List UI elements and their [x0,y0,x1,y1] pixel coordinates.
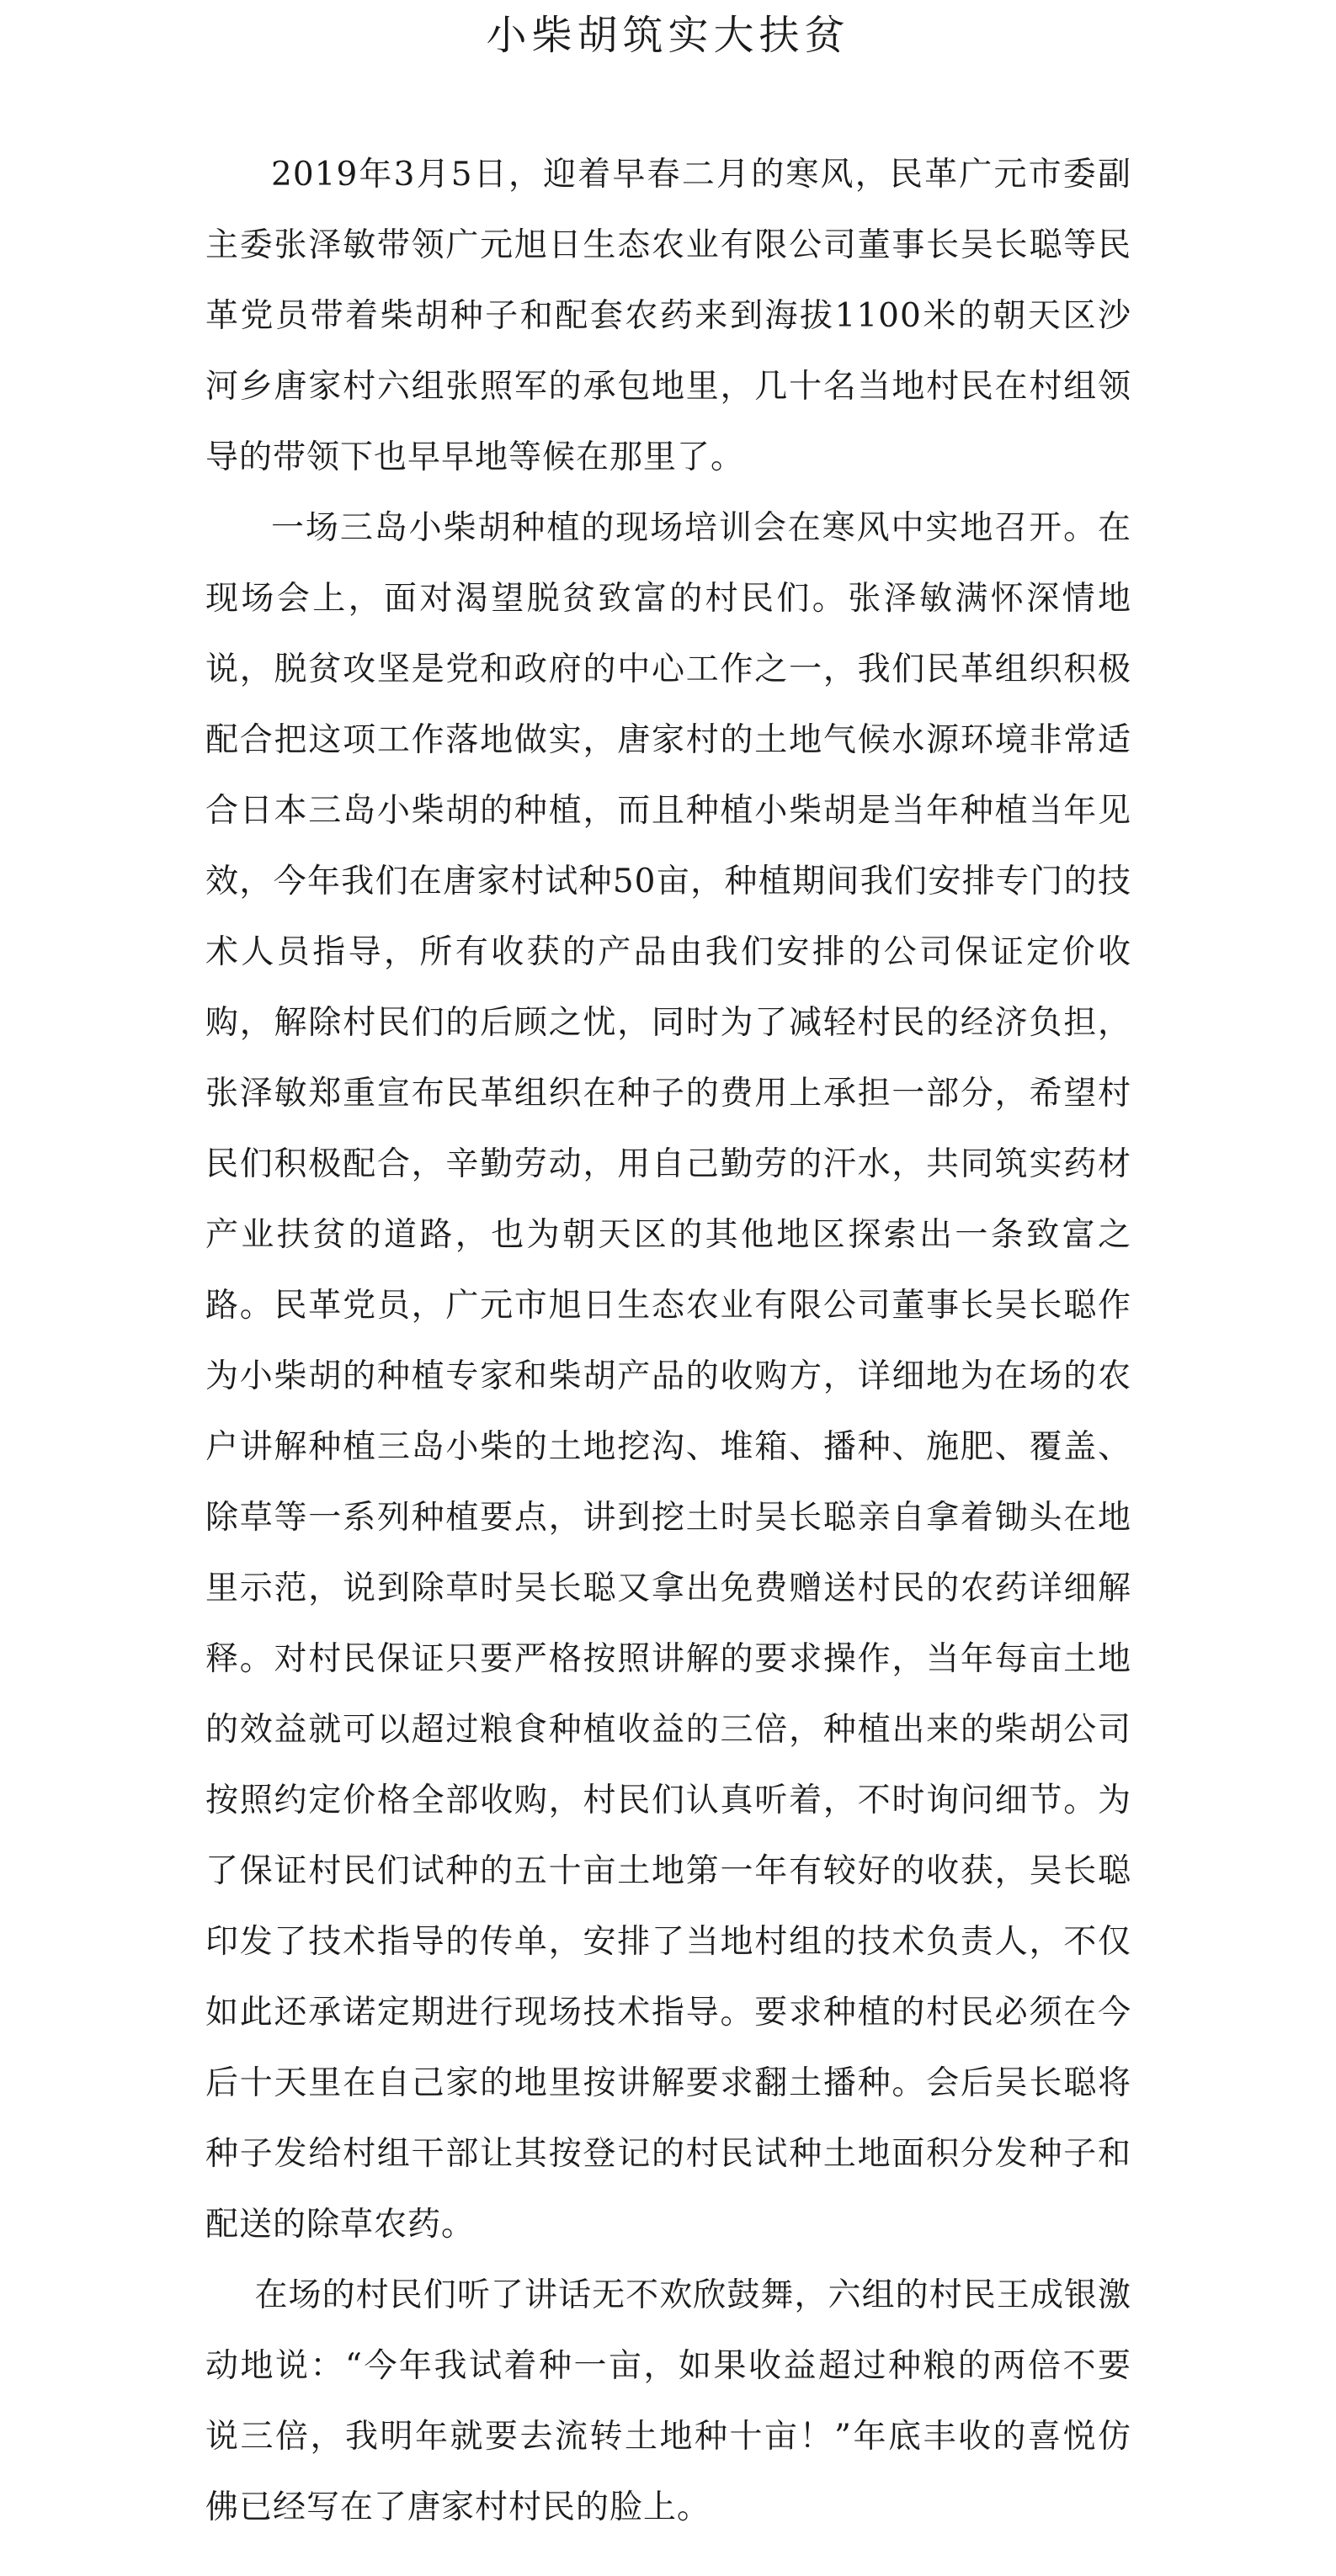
paragraph-2: 一场三岛小柴胡种植的现场培训会在寒风中实地召开。在现场会上，面对渴望脱贫致富的村民们。张泽敏满怀深情地说，脱贫攻坚是党和政府的中心工作之一，我们民革组织积极配合把这项工作落地做实，唐家村的土地气候水源环境非常适合日本三岛小柴胡的种植，而且种植小柴胡是当年种植当年见效，今年我们在唐家村试种50亩，种植期间我们安排专门的技术人员指导，所有收获的产品由我们安排的公司保证定价收购，解除村民们的后顾之忧，同时为了减轻村民的经济负担，张泽敏郑重宣布民革组织在种子的费用上承担一部分，希望村民们积极配合，辛勤劳动，用自己勤劳的汗水，共同筑实药材产业扶贫的道路，也为朝天区的其他地区探索出一条致富之路。民革党员，广元市旭日生态农业有限公司董事长吴长聪作为小柴胡的种植专家和柴胡产品的收购方，详细地为在场的农户讲解种植三岛小柴的土地挖沟、堆箱、播种、施肥、覆盖、除草等一系列种植要点，讲到挖土时吴长聪亲自拿着锄头在地里示范，说到除草时吴长聪又拿出免费赠送村民的农药详细解释。对村民保证只要严格按照讲解的要求操作，当年每亩土地的效益就可以超过粮食种植收益的三倍，种植出来的柴胡公司按照约定价格全部收购，村民们认真听着，不时询问细节。为了保证村民们试种的五十亩土地第一年有较好的收获，吴长聪印发了技术指导的传单，安排了当地村组的技术负责人，不仅如此还承诺定期进行现场技术指导。要求种植的村民必须在今后十天里在自己家的地里按讲解要求翻土播种。会后吴长聪将种子发给村组干部让其按登记的村民试种土地面积分发种子和配送的除草农药。 [205,509,1131,2244]
page-title: 小柴胡筑实大扶贫 [486,12,850,59]
paragraph-3: 在场的村民们听了讲话无不欢欣鼓舞，六组的村民王成银激动地说：“今年我试着种一亩，如果收益超过种粮的两倍不要说三倍，我明年就要去流转土地种十亩！”年底丰收的喜悦仿佛已经写在了唐家村村民的脸上。 [205,2276,1131,2526]
paragraph-1: 2019年3月5日，迎着早春二月的寒风，民革广元市委副主委张泽敏带领广元旭日生态农业有限公司董事长吴长聪等民革党员带着柴胡种子和配套农药来到海拔1100米的朝天区沙河乡唐家村六组张照军的承包地里，几十名当地村民在村组领导的带领下也早早地等候在那里了。 [205,156,1131,476]
article-body [205,140,1131,2543]
